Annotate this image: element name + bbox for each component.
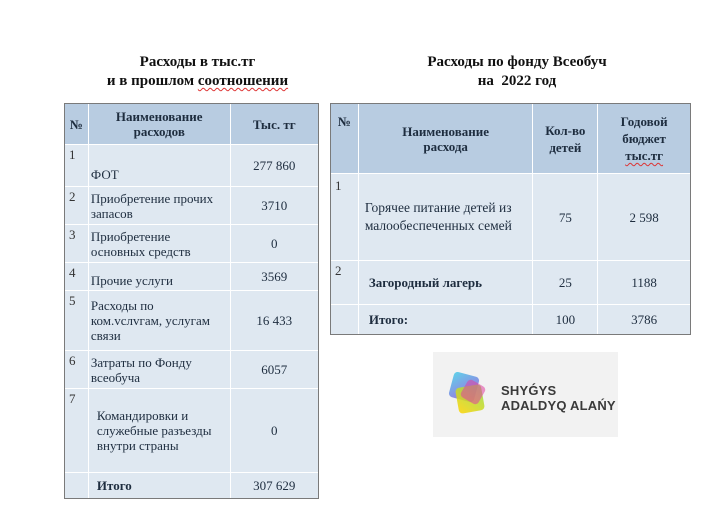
row-num: 4 [65, 263, 89, 291]
table-row [65, 187, 319, 225]
total-num [331, 305, 359, 335]
row-value: 16 433 [230, 291, 318, 351]
logo-text [501, 383, 616, 413]
header-budget-label: Годовой бюджет [620, 114, 668, 146]
row-name: Командировки и служебные разъезды внутри страны [88, 389, 230, 473]
row-num: 6 [65, 351, 89, 389]
total-budget: 3786 [598, 305, 691, 335]
table-header-row [331, 104, 691, 174]
row-name: Затраты по Фонду всеобуча [88, 351, 230, 389]
logo-mark-icon [447, 372, 491, 416]
fund-title-line1: Расходы по фонду Всеобуч [427, 54, 607, 70]
row-budget: 1188 [598, 261, 691, 305]
row-value: 277 860 [230, 145, 318, 187]
total-num [65, 473, 89, 499]
logo-line2: ADALDYQ ALAŃY [501, 398, 616, 413]
title-spellcheck-word: соотношении [197, 73, 289, 89]
row-num: 2 [65, 187, 89, 225]
expenses-title-line1: Расходы в тыс.тг [139, 54, 256, 70]
header-name: Наименование расхода [358, 104, 533, 174]
header-num: № [65, 104, 89, 145]
row-num: 2 [331, 261, 359, 305]
row-budget: 2 598 [598, 174, 691, 261]
row-count: 75 [533, 174, 598, 261]
table-row [65, 225, 319, 263]
row-num: 1 [331, 174, 359, 261]
row-name: Горячее питание детей из малообеспеченных семей [358, 174, 533, 261]
row-name: ФОТ [88, 145, 230, 187]
expenses-table [64, 103, 319, 499]
header-budget-unit: тыс.тг [625, 148, 664, 163]
header-num: № [331, 104, 359, 174]
header-budget [598, 104, 691, 174]
total-row [331, 305, 691, 335]
table-row [331, 174, 691, 261]
row-num: 7 [65, 389, 89, 473]
table-row [65, 291, 319, 351]
table-row [65, 145, 319, 187]
table-row [331, 261, 691, 305]
row-value: 3710 [230, 187, 318, 225]
table-row [65, 389, 319, 473]
row-name: Расходы по ком.vслvгам, услугам связи [88, 291, 230, 351]
row-value: 6057 [230, 351, 318, 389]
expenses-title [70, 53, 325, 91]
row-count: 25 [533, 261, 598, 305]
total-count: 100 [533, 305, 598, 335]
row-num: 5 [65, 291, 89, 351]
table-row [65, 263, 319, 291]
header-name: Наименование расходов [88, 104, 230, 145]
row-value: 0 [230, 389, 318, 473]
row-name: Приобретение прочих запасов [88, 187, 230, 225]
table-row [65, 351, 319, 389]
expenses-title-line2 [70, 72, 325, 91]
row-name: Загородный лагерь [358, 261, 533, 305]
logo [433, 352, 618, 437]
total-label: Итого [88, 473, 230, 499]
title-part: и в прошлом [106, 73, 198, 89]
row-num: 3 [65, 225, 89, 263]
header-value: Тыс. тг [230, 104, 318, 145]
fund-table [330, 103, 691, 335]
row-value: 0 [230, 225, 318, 263]
row-num: 1 [65, 145, 89, 187]
total-value: 307 629 [230, 473, 318, 499]
logo-line1: SHYǴYS [501, 383, 557, 398]
fund-title [392, 53, 642, 91]
table-header-row [65, 104, 319, 145]
total-label: Итого: [358, 305, 533, 335]
total-row [65, 473, 319, 499]
row-value: 3569 [230, 263, 318, 291]
fund-title-line2: на 2022 год [477, 73, 557, 89]
row-name: Прочие услуги [88, 263, 230, 291]
row-name: Приобретение основных средств [88, 225, 230, 263]
header-count: Кол-во детей [533, 104, 598, 174]
